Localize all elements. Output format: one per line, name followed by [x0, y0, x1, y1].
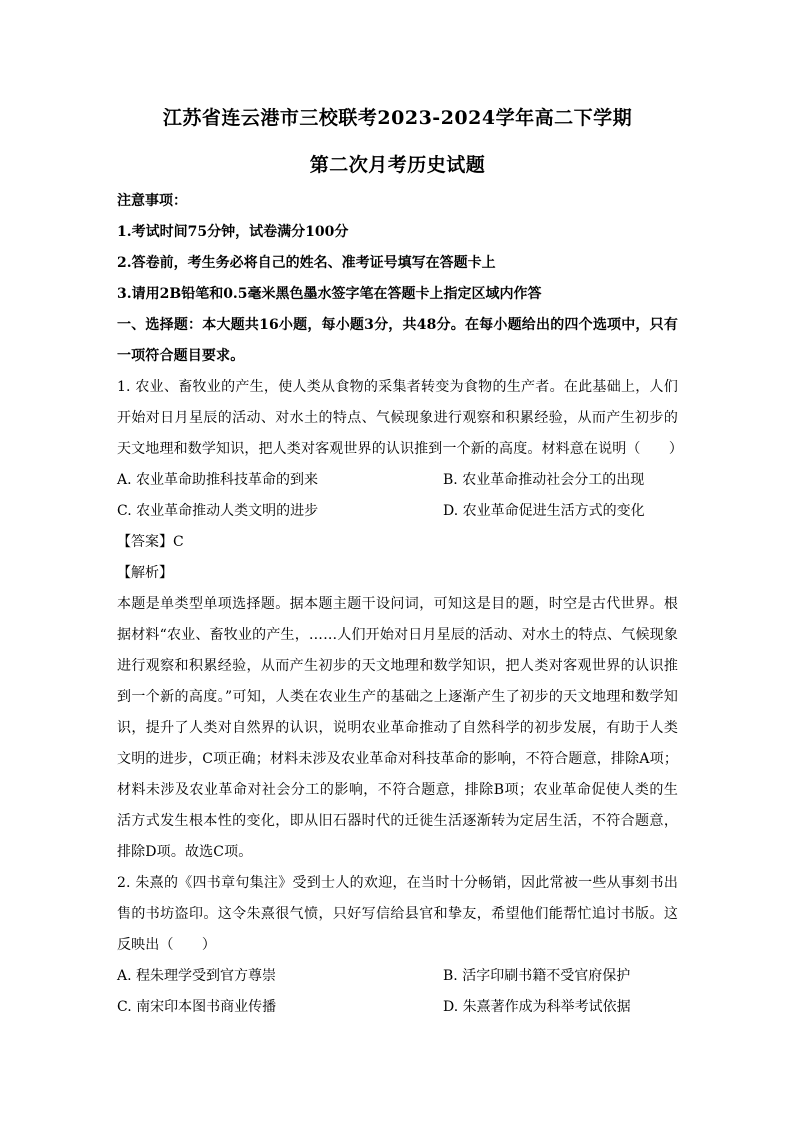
exam-title-line2: 第二次月考历史试题: [309, 154, 486, 176]
options-row: [117, 465, 678, 496]
analysis-text: 本题是单类型单项选择题。据本题主题干设问词，可知这是目的题，时空是古代世界。根据材料“农业、畜牧业的产生，……人们开始对日月星辰的活动、对水土的特点、气候现象进行观察和积累经验，从而产生初步的天文地理和数学知识，把人类对客观世界的认识推到一个新的高度。”可知，人类在农业生产的基础之上逐渐产生了初步的天文地理和数学知识，提升了人类对自然界的认识，说明农业革命推动了自然科学的初步发展，有助于人类文明的进步，C项正确；材料未涉及农业革命对科技革命的影响，不符合题意，排除A项；材料未涉及农业革命对社会分工的影响，不符合题意，排除B项；农业革命促使人类的生活方式发生根本性的变化，即从旧石器时代的迁徙生活逐渐转为定居生活，不符合题意，排除D项。故选C项。: [117, 596, 678, 860]
options-row: [117, 961, 678, 992]
options-row: [117, 992, 678, 1023]
option-d: D. 农业革命促进生活方式的变化: [443, 503, 645, 519]
question-stem: 2. 朱熹的《四书章句集注》受到士人的欢迎，在当时十分畅销，因此常被一些从事刻书出售的书坊盗印。这令朱熹很气愤，只好写信给县官和挚友，希望他们能帮忙追讨书版。这反映出（ ）: [117, 875, 678, 953]
options-row: [117, 496, 678, 527]
answer-line: 【答案】C: [117, 534, 184, 550]
notes-heading: 注意事项：: [117, 193, 187, 209]
option-c: C. 农业革命推动人类文明的进步: [117, 503, 319, 519]
notes-item: 1.考试时间75分钟，试卷满分100分: [117, 224, 349, 240]
analysis-heading: 【解析】: [117, 565, 173, 581]
option-b: B. 活字印刷书籍不受官府保护: [443, 968, 631, 984]
question-1: [117, 372, 683, 868]
option-b: B. 农业革命推动社会分工的出现: [443, 472, 645, 488]
exam-title-line1: 江苏省连云港市三校联考2023-2024学年高二下学期: [162, 107, 633, 129]
option-d: D. 朱熹著作成为科举考试依据: [443, 999, 631, 1015]
notes-section: [117, 186, 678, 310]
option-a: A. 程朱理学受到官方尊崇: [117, 968, 277, 984]
question-2: [117, 868, 678, 1023]
option-c: C. 南宋印本图书商业传播: [117, 999, 277, 1015]
section-heading: 一、选择题：本大题共16小题，每小题3分，共48分。在每小题给出的四个选项中，只有一项符合题目要求。: [117, 317, 678, 364]
option-a: A. 农业革命助推科技革命的到来: [117, 472, 319, 488]
notes-item: 2.答卷前，考生务必将自己的姓名、准考证号填写在答题卡上: [117, 255, 496, 271]
question-stem: 1. 农业、畜牧业的产生，使人类从食物的采集者转变为食物的生产者。在此基础上，人们开始对日月星辰的活动、对水土的特点、气候现象进行观察和积累经验，从而产生初步的天文地理和数学知识，把人类对客观世界的认识推到一个新的高度。材料意在说明（ ）: [117, 379, 683, 457]
notes-item: 3.请用2B铅笔和0.5毫米黑色墨水签字笔在答题卡上指定区域内作答: [117, 286, 542, 302]
